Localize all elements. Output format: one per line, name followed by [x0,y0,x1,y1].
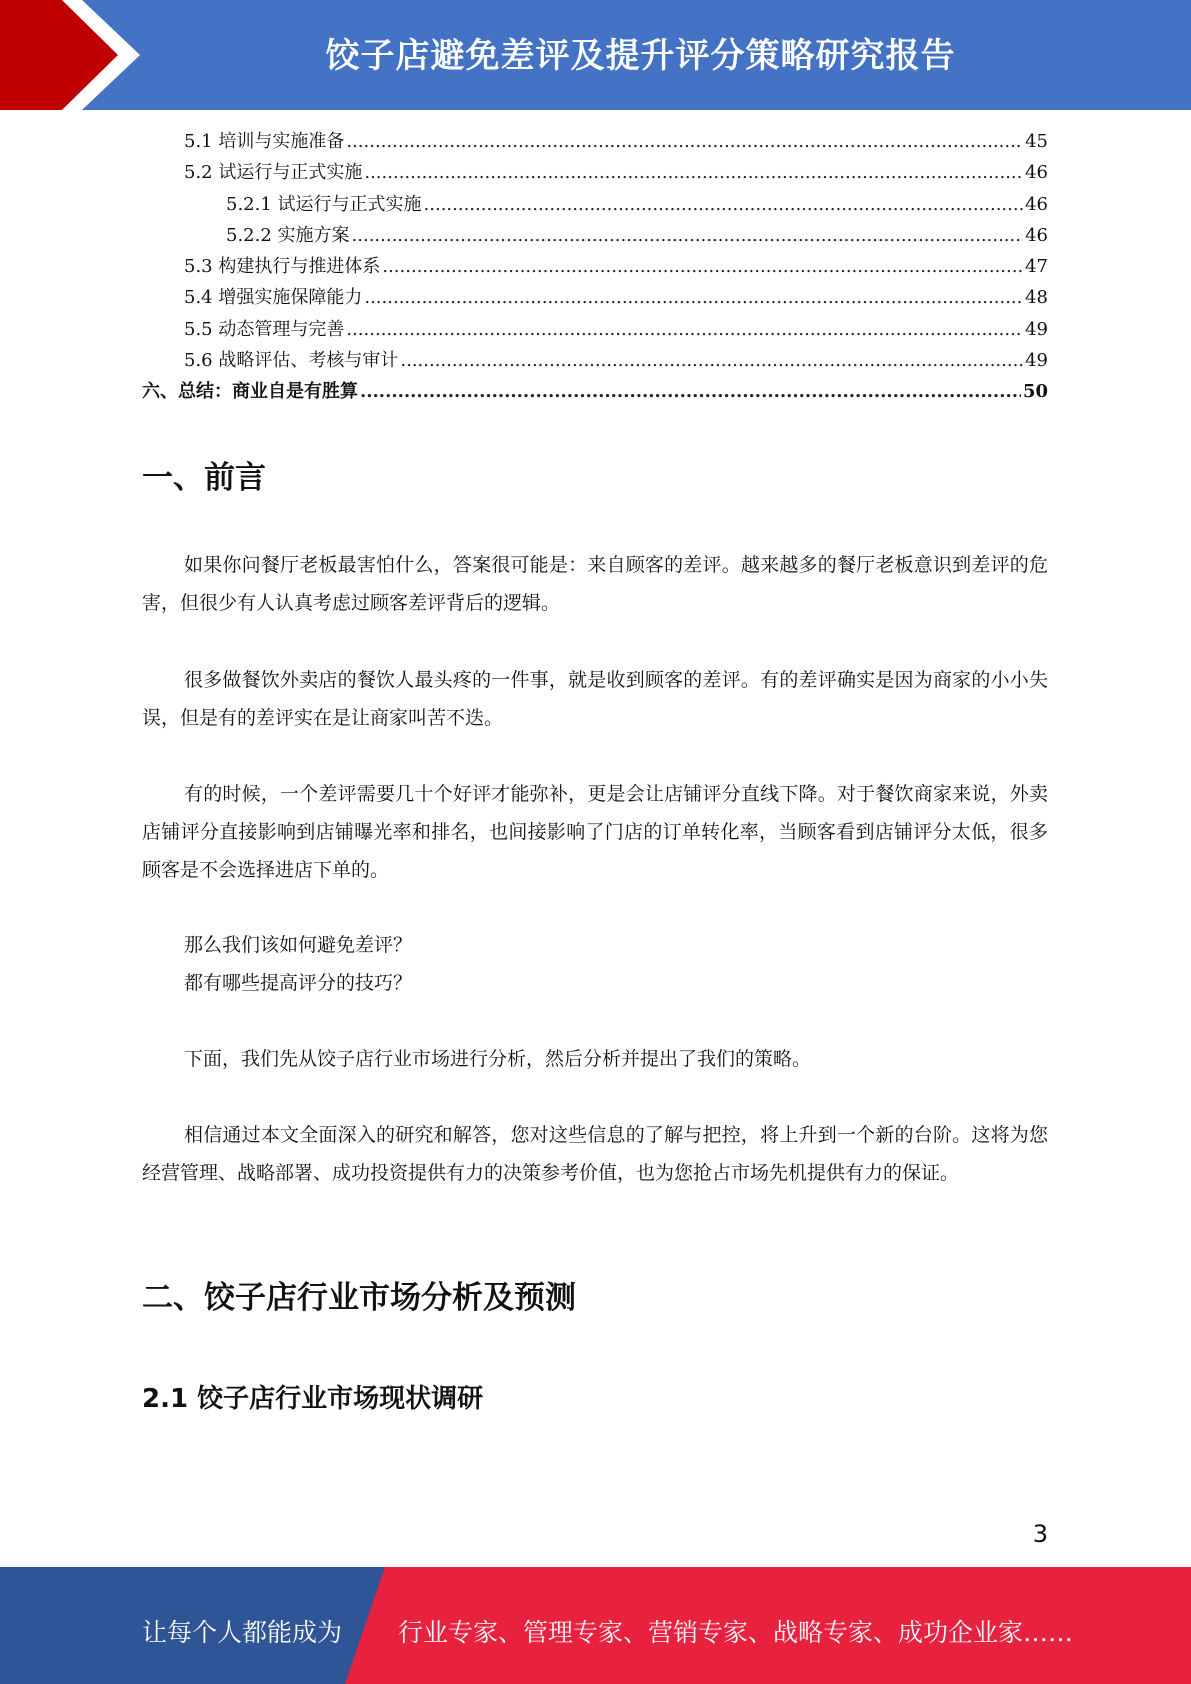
footer-bar [0,1567,1191,1684]
subsection-heading: 2.1 饺子店行业市场现状调研 [142,1384,484,1414]
toc-entry-label: 5.3 构建执行与推进体系 [184,256,381,278]
toc-entry-page: 46 [1025,193,1048,215]
paragraph: 下面，我们先从饺子店行业市场进行分析，然后分析并提出了我们的策略。 [184,1048,812,1070]
toc-entry-label: 六、总结：商业自是有胜算 [142,381,358,403]
toc-entry[interactable] [142,158,1048,189]
toc-dot-leader [424,194,1024,215]
toc-entry[interactable] [142,377,1048,408]
paragraph: 都有哪些提高评分的技巧？ [184,972,413,994]
toc-entry-label: 5.2.1 试运行与正式实施 [226,193,422,215]
toc-dot-leader [352,225,1024,246]
toc-entry-label: 5.2 试运行与正式实施 [184,162,363,184]
toc-entry-label: 5.1 培训与实施准备 [184,131,345,152]
toc-entry-label: 5.4 增强实施保障能力 [184,287,363,309]
paragraph: 有的时候，一个差评需要几十个好评才能弥补，更是会让店铺评分直线下降。对于餐饮商家来说，外卖店铺评分直接影响到店铺曝光率和排名，也间接影响了门店的订单转化率，当顾客看到店铺评分太低，很多顾客是不会选择进店下单的。 [142,783,1048,881]
paragraph: 很多做餐饮外卖店的餐饮人最头疼的一件事，就是收到顾客的差评。有的差评确实是因为商家的小小失误，但是有的差评实在是让商家叫苦不迭。 [142,669,1048,729]
toc-dot-leader [364,162,1023,183]
toc-entry-page: 46 [1025,162,1048,184]
section-heading-market-analysis: 二、饺子店行业市场分析及预测 [142,1280,576,1316]
toc-entry[interactable] [142,283,1048,314]
header-arrow-decoration [0,0,160,110]
toc-dot-leader [360,381,1021,402]
toc-dot-leader [346,319,1023,340]
toc-entry[interactable] [142,127,1048,158]
toc-entry-page: 45 [1025,131,1048,152]
toc-entry-page: 49 [1025,318,1048,340]
toc-entry[interactable] [142,190,1048,221]
report-title: 饺子店避免差评及提升评分策略研究报告 [325,36,956,76]
toc-entry-page: 50 [1022,381,1048,403]
toc-entry[interactable] [142,221,1048,252]
footer-slogan-left: 让每个人都能成为 [142,1618,343,1647]
footer-slogan-right: 行业专家、管理专家、营销专家、战略专家、成功企业家…… [398,1618,1074,1647]
toc-entry-page: 48 [1025,287,1048,309]
toc-entry-label: 5.6 战略评估、考核与审计 [184,350,399,372]
toc-dot-leader [346,131,1023,152]
toc-entry-label: 5.2.2 实施方案 [226,224,350,246]
header-bar [0,0,1191,110]
table-of-contents [142,127,1048,409]
toc-entry[interactable] [142,346,1048,377]
paragraph: 那么我们该如何避免差评？ [184,934,413,956]
section-heading-preface: 一、前言 [142,460,266,496]
toc-entry[interactable] [142,315,1048,346]
paragraph: 如果你问餐厅老板最害怕什么，答案很可能是：来自顾客的差评。越来越多的餐厅老板意识到差评的危害，但很少有人认真考虑过顾客差评背后的逻辑。 [142,554,1048,614]
toc-entry[interactable] [142,252,1048,283]
toc-dot-leader [364,287,1023,308]
toc-entry-page: 49 [1025,350,1048,372]
toc-entry-page: 47 [1025,256,1048,278]
toc-dot-leader [400,350,1023,371]
page-number: 3 [1032,1520,1048,1548]
toc-entry-page: 46 [1025,224,1048,246]
toc-dot-leader [382,256,1023,277]
paragraph: 相信通过本文全面深入的研究和解答，您对这些信息的了解与把控，将上升到一个新的台阶。这将为您经营管理、战略部署、成功投资提供有力的决策参考价值，也为您抢占市场先机提供有力的保证。 [142,1124,1048,1184]
toc-entry-label: 5.5 动态管理与完善 [184,318,345,340]
